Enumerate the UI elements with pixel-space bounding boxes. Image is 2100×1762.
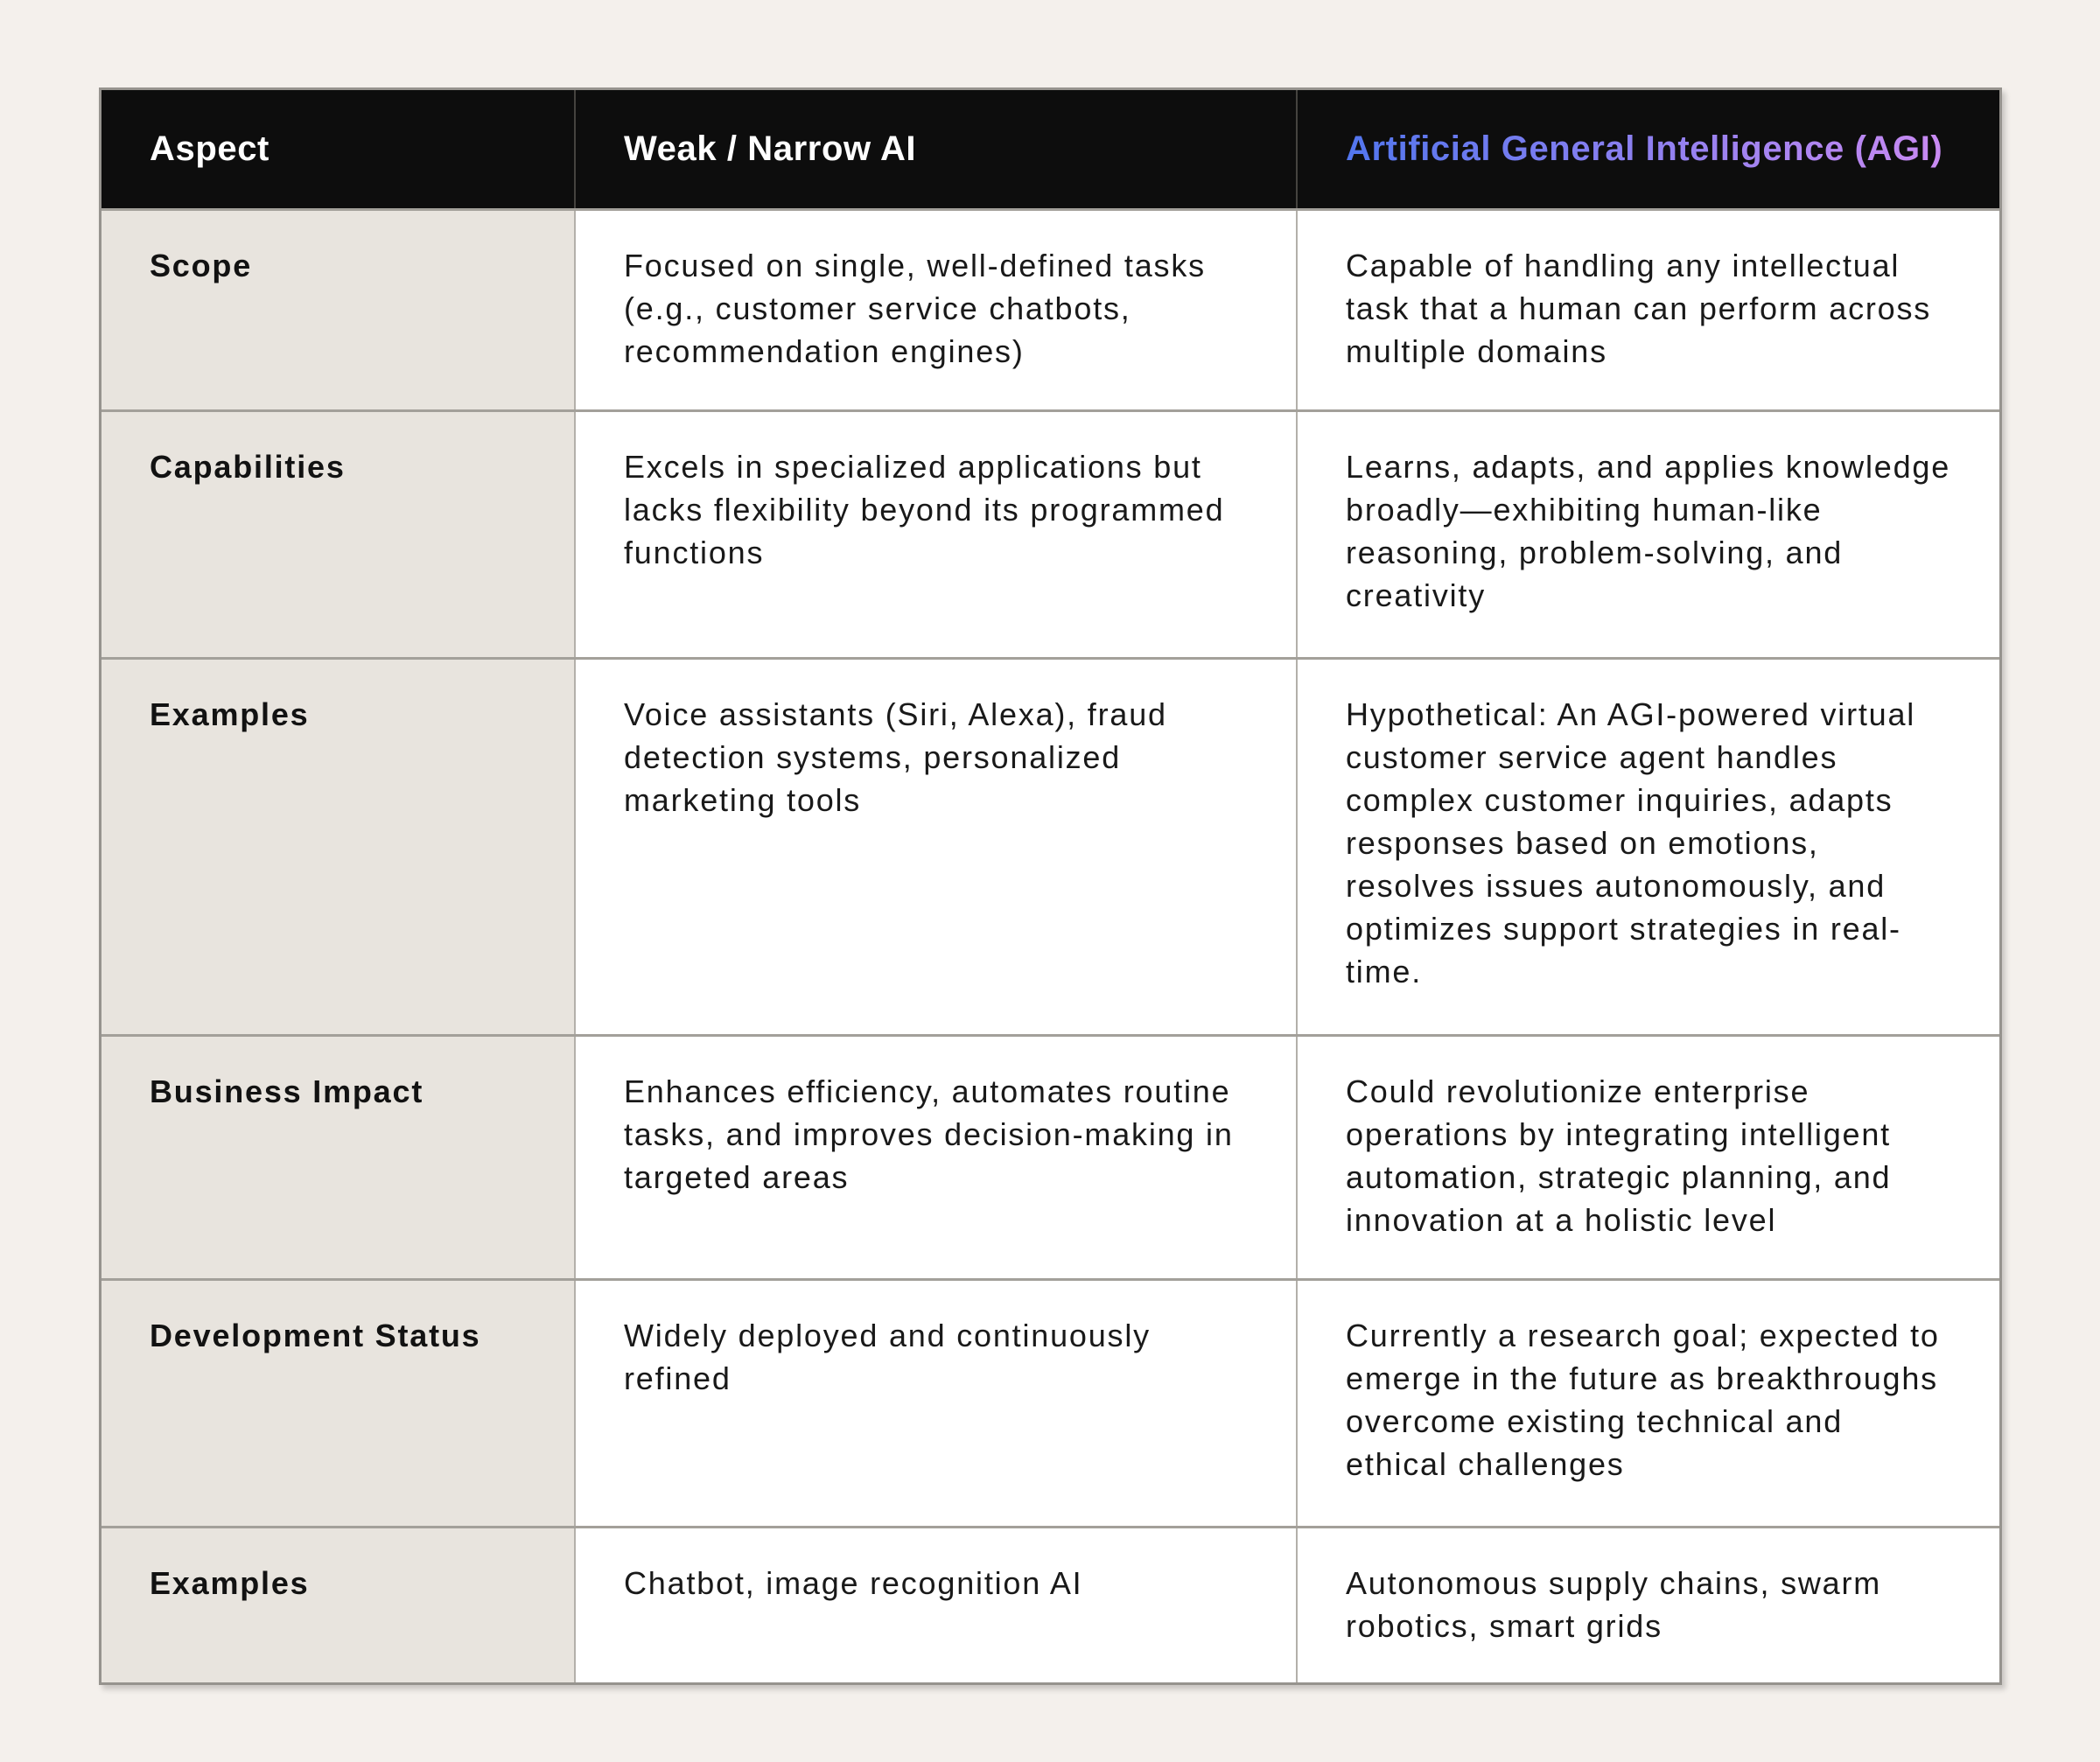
table-body — [102, 208, 1999, 1682]
agi-cell: Learns, adapts, and applies knowledge broadly—exhibiting human-like reasoning, problem-solving, and creativity — [1296, 412, 1999, 657]
row-aspect-label: Examples — [102, 1528, 574, 1682]
header-agi — [1296, 90, 1999, 208]
agi-cell: Currently a research goal; expected to emerge in the future as breakthroughs overcome existing technical and ethical challenges — [1296, 1281, 1999, 1526]
agi-cell: Could revolutionize enterprise operations by integrating intelligent automation, strategic planning, and innovation at a holistic level — [1296, 1037, 1999, 1278]
agi-cell: Capable of handling any intellectual task that a human can perform across multiple domains — [1296, 211, 1999, 409]
table-row — [102, 1034, 1999, 1278]
table-row — [102, 208, 1999, 409]
header-aspect — [102, 90, 574, 208]
header-weak-ai-label: Weak / Narrow AI — [624, 129, 917, 168]
table-header-row — [102, 90, 1999, 208]
weak-ai-cell: Voice assistants (Siri, Alexa), fraud detection systems, personalized marketing tools — [574, 660, 1296, 1034]
agi-cell: Autonomous supply chains, swarm robotics, smart grids — [1296, 1528, 1999, 1682]
weak-ai-cell: Enhances efficiency, automates routine tasks, and improves decision-making in targeted areas — [574, 1037, 1296, 1278]
row-aspect-label: Examples — [102, 660, 574, 1034]
table-row — [102, 657, 1999, 1034]
table-row — [102, 1278, 1999, 1526]
table-row — [102, 409, 1999, 657]
row-aspect-label: Business Impact — [102, 1037, 574, 1278]
header-agi-label: Artificial General Intelligence (AGI) — [1346, 128, 1942, 171]
table-row — [102, 1526, 1999, 1682]
weak-ai-cell: Chatbot, image recognition AI — [574, 1528, 1296, 1682]
header-aspect-label: Aspect — [150, 129, 270, 168]
weak-ai-cell: Excels in specialized applications but lacks flexibility beyond its programmed functions — [574, 412, 1296, 657]
header-weak-ai — [574, 90, 1296, 208]
row-aspect-label: Development Status — [102, 1281, 574, 1526]
weak-ai-cell: Focused on single, well-defined tasks (e.g., customer service chatbots, recommendation engines) — [574, 211, 1296, 409]
comparison-table — [99, 87, 2002, 1685]
weak-ai-cell: Widely deployed and continuously refined — [574, 1281, 1296, 1526]
agi-cell: Hypothetical: An AGI-powered virtual customer service agent handles complex customer inquiries, adapts responses based on emotions, resolves issues autonomously, and optimizes support strategies in real-time. — [1296, 660, 1999, 1034]
row-aspect-label: Capabilities — [102, 412, 574, 657]
row-aspect-label: Scope — [102, 211, 574, 409]
